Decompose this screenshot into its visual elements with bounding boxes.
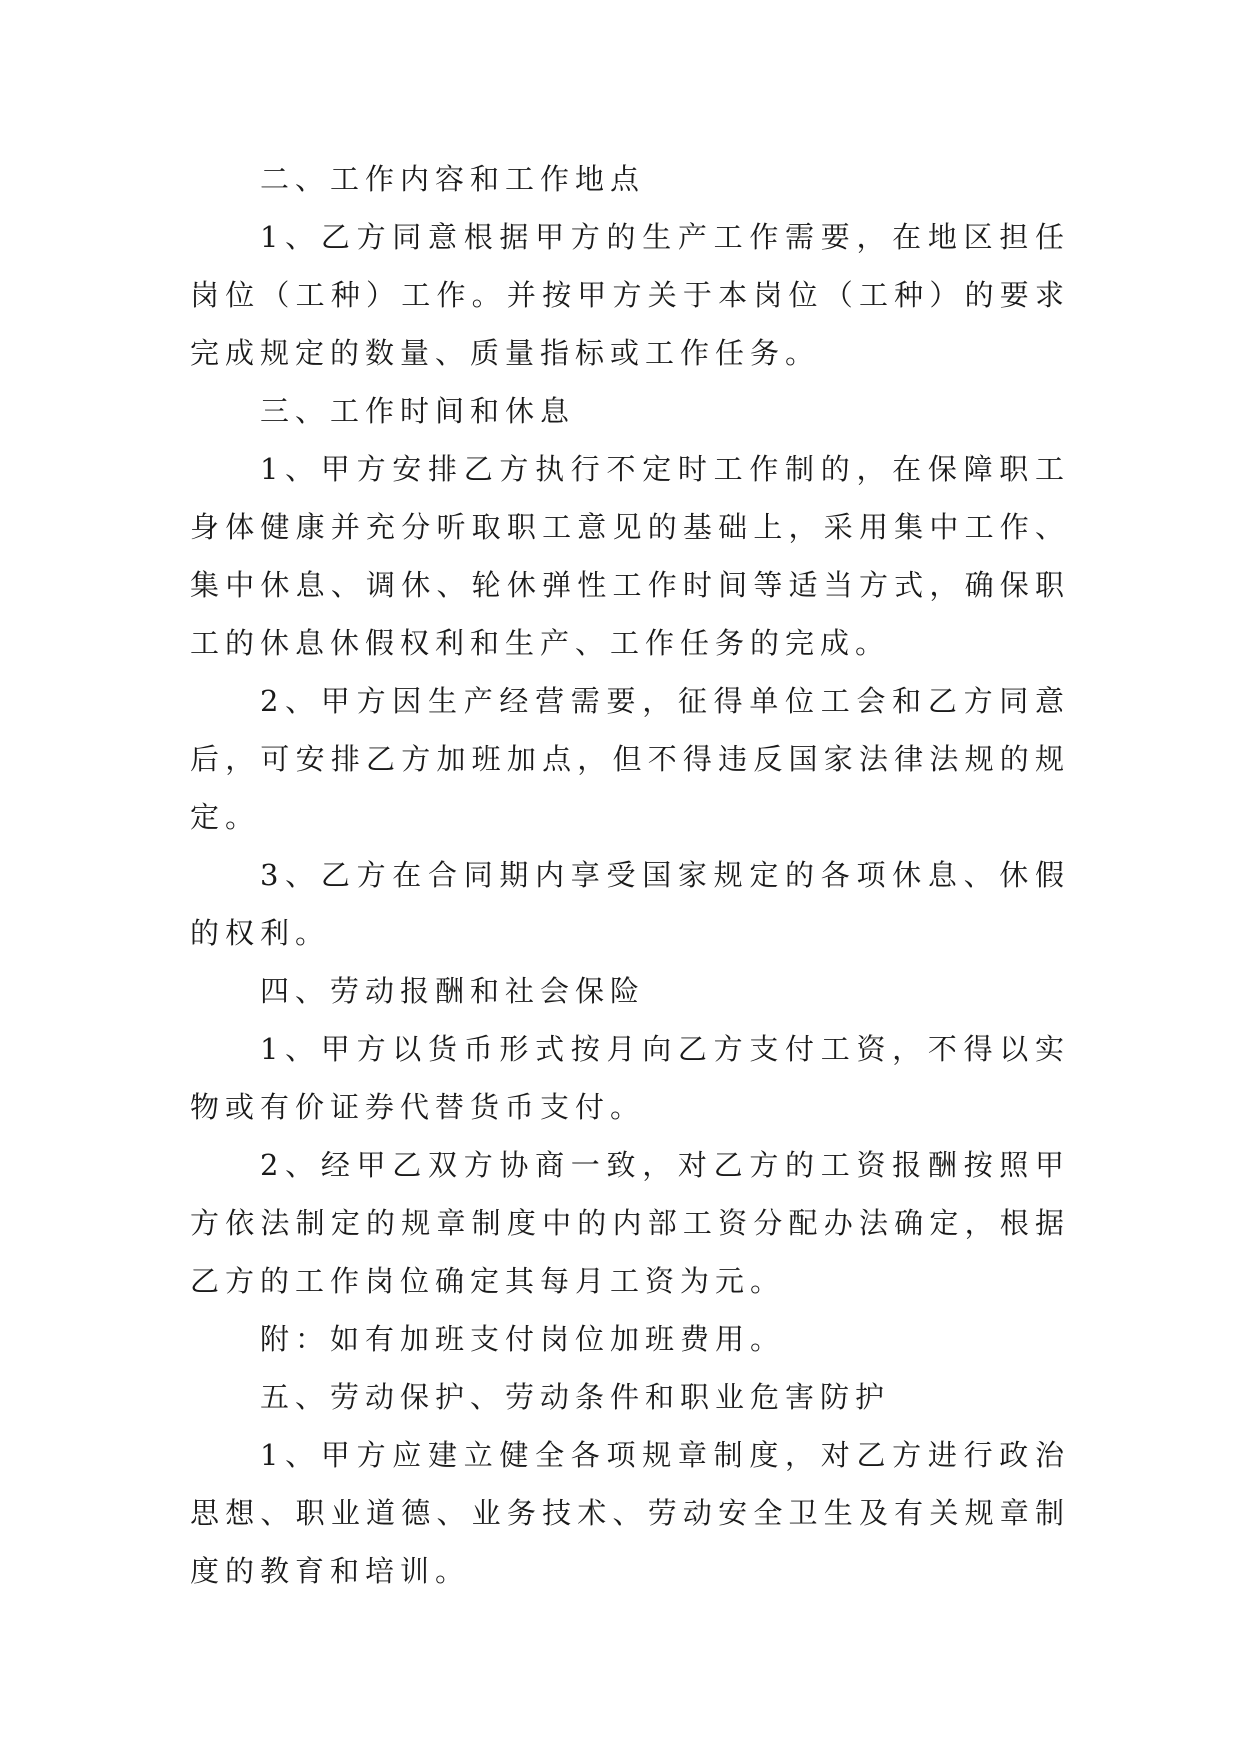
paragraph-work-time-3: 3、乙方在合同期内享受国家规定的各项休息、休假的权利。 <box>190 858 1070 950</box>
paragraph-remuneration-2: 2、经甲乙双方协商一致，对乙方的工资报酬按照甲方依法制定的规章制度中的内部工资分配办法确定，根据乙方的工作岗位确定其每月工资为元。 <box>190 1148 1070 1298</box>
section-heading-work-time: 三、工作时间和休息 <box>260 394 576 428</box>
paragraph-work-content-1: 1、乙方同意根据甲方的生产工作需要，在地区担任岗位（工种）工作。并按甲方关于本岗位（工种）的要求完成规定的数量、质量指标或工作任务。 <box>190 220 1070 370</box>
section-heading-work-content: 二、工作内容和工作地点 <box>260 162 646 196</box>
document-body <box>190 150 1070 1600</box>
paragraph-labor-protection-1: 1、甲方应建立健全各项规章制度，对乙方进行政治思想、职业道德、业务技术、劳动安全卫生及有关规章制度的教育和培训。 <box>190 1438 1070 1588</box>
section-heading-labor-protection: 五、劳动保护、劳动条件和职业危害防护 <box>260 1380 891 1414</box>
section-heading-remuneration: 四、劳动报酬和社会保险 <box>260 974 646 1008</box>
paragraph-remuneration-1: 1、甲方以货币形式按月向乙方支付工资，不得以实物或有价证券代替货币支付。 <box>190 1032 1070 1124</box>
paragraph-work-time-1: 1、甲方安排乙方执行不定时工作制的，在保障职工身体健康并充分听取职工意见的基础上，采用集中工作、集中休息、调休、轮休弹性工作时间等适当方式，确保职工的休息休假权利和生产、工作任务的完成。 <box>190 452 1070 660</box>
paragraph-work-time-2: 2、甲方因生产经营需要，征得单位工会和乙方同意后，可安排乙方加班加点，但不得违反国家法律法规的规定。 <box>190 684 1070 834</box>
paragraph-remuneration-note: 附：如有加班支付岗位加班费用。 <box>260 1322 786 1356</box>
